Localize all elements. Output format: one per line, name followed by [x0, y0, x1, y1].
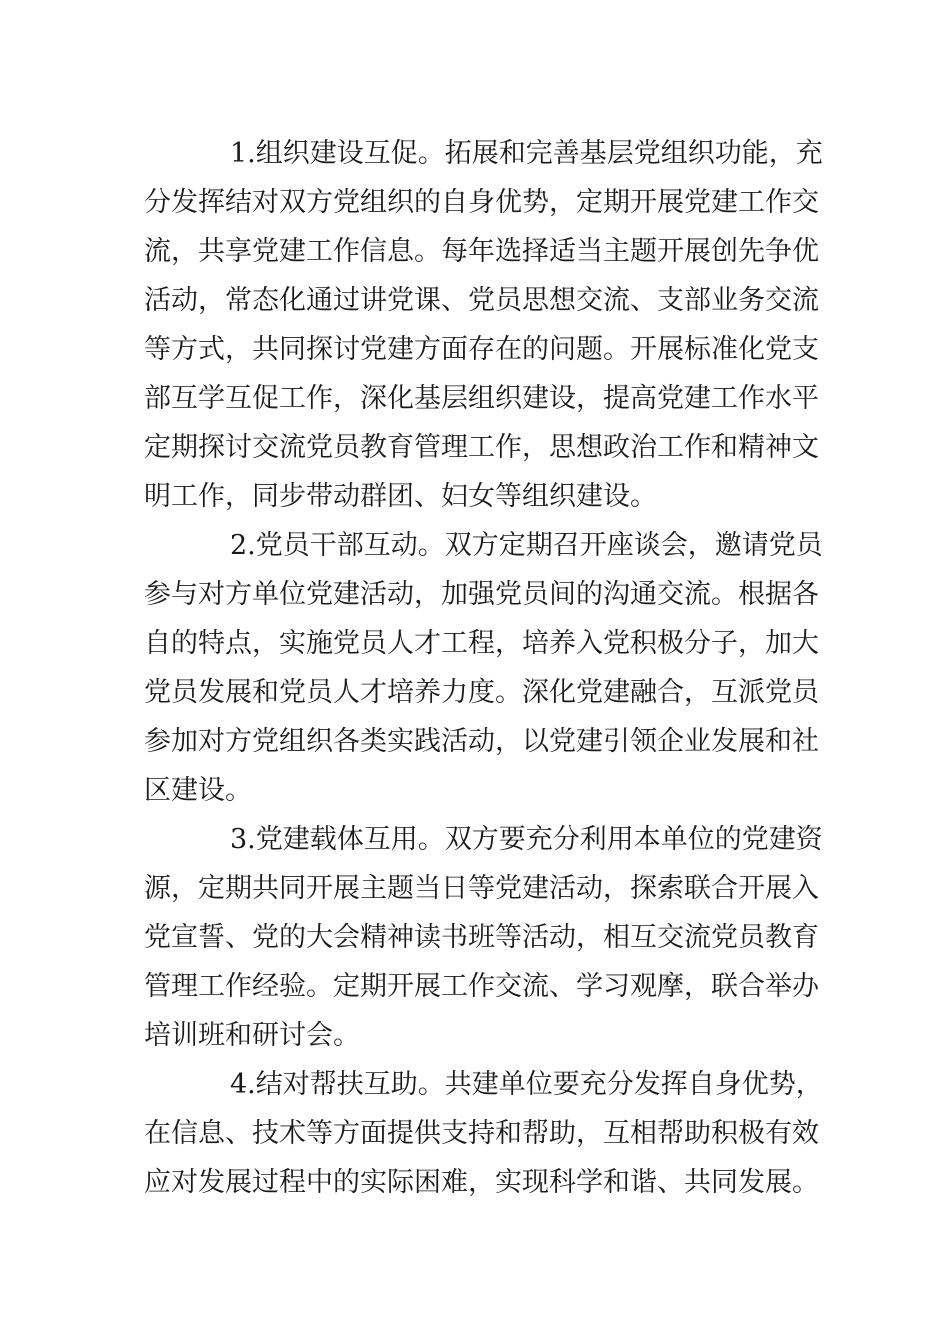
- paragraph-line: 1.组织建设互促。拓展和完善基层党组织功能，充: [230, 138, 823, 169]
- paragraph-line: 源，定期共同开展主题当日等党建活动，探索联合开展入: [144, 873, 819, 904]
- paragraph-carrier-sharing: [144, 815, 823, 1060]
- paragraph-line: 参与对方单位党建活动，加强党员间的沟通交流。根据各: [144, 579, 819, 610]
- paragraph-line: 4.结对帮扶互助。共建单位要充分发挥自身优势，: [230, 1069, 823, 1100]
- paragraph-line: 3.党建载体互用。双方要充分利用本单位的党建资: [230, 824, 823, 855]
- paragraph-line: 自的特点，实施党员人才工程，培养入党积极分子，加大: [144, 628, 819, 659]
- document-body: [144, 129, 823, 1207]
- paragraph-line: 管理工作经验。定期开展工作交流、学习观摩，联合举办: [144, 971, 819, 1002]
- paragraph-line: 等方式，共同探讨党建方面存在的问题。开展标准化党支: [144, 334, 819, 365]
- paragraph-line: 分发挥结对双方党组织的自身优势，定期开展党建工作交: [144, 187, 819, 218]
- paragraph-organization-building: [144, 129, 823, 521]
- paragraph-pairing-assistance: [144, 1060, 823, 1207]
- paragraph-line: 定期探讨交流党员教育管理工作，思想政治工作和精神文: [144, 432, 819, 463]
- paragraph-line: 流，共享党建工作信息。每年选择适当主题开展创先争优: [144, 236, 819, 267]
- paragraph-line: 部互学互促工作，深化基层组织建设，提高党建工作水平: [144, 383, 819, 414]
- paragraph-line: 在信息、技术等方面提供支持和帮助，互相帮助积极有效: [144, 1118, 819, 1149]
- paragraph-line: 党员发展和党员人才培养力度。深化党建融合，互派党员: [144, 677, 819, 708]
- paragraph-line: 2.党员干部互动。双方定期召开座谈会，邀请党员: [230, 530, 823, 561]
- paragraph-line: 参加对方党组织各类实践活动，以党建引领企业发展和社: [144, 726, 819, 757]
- paragraph-line: 应对发展过程中的实际困难，实现科学和谐、共同发展。: [144, 1167, 819, 1198]
- paragraph-line: 培训班和研讨会。: [144, 1020, 360, 1051]
- paragraph-line: 党宣誓、党的大会精神读书班等活动，相互交流党员教育: [144, 922, 819, 953]
- paragraph-party-member-interaction: [144, 521, 823, 815]
- paragraph-line: 活动，常态化通过讲党课、党员思想交流、支部业务交流: [144, 285, 819, 316]
- paragraph-line: 区建设。: [144, 775, 252, 806]
- paragraph-line: 明工作，同步带动群团、妇女等组织建设。: [144, 481, 657, 512]
